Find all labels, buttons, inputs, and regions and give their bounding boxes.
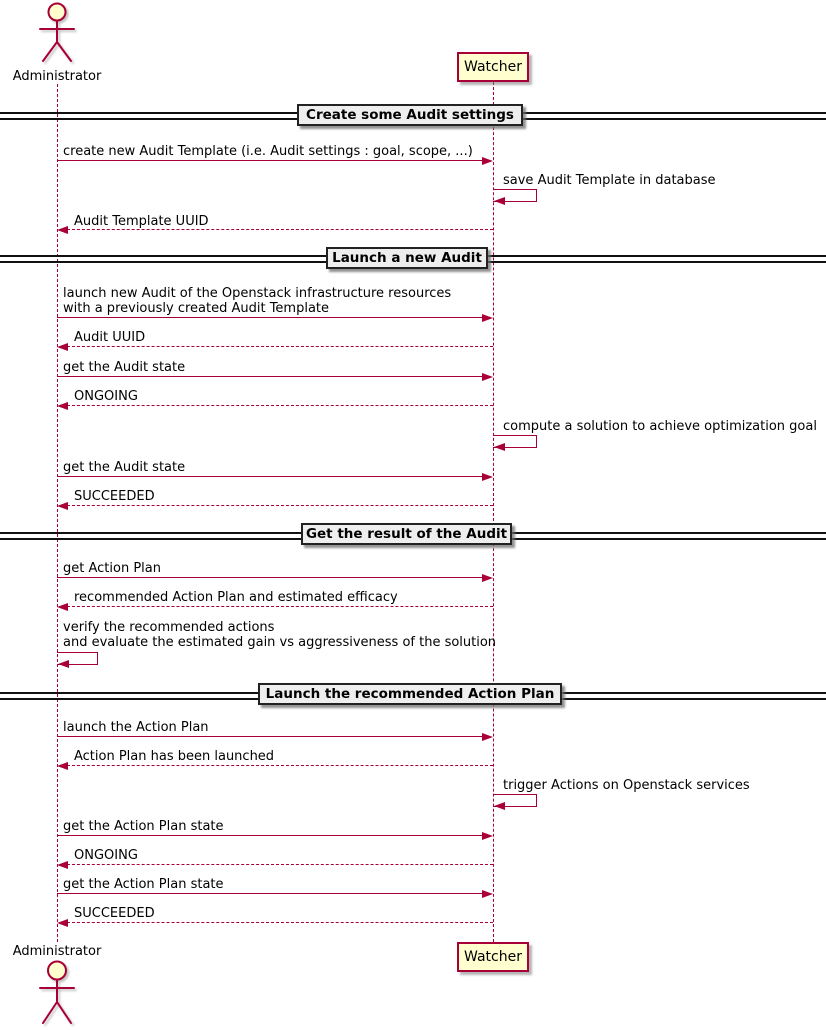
message-arrow	[62, 346, 493, 347]
message-text: save Audit Template in database	[503, 173, 716, 188]
arrowhead-left-icon	[57, 919, 68, 927]
arrowhead-left-icon	[57, 226, 68, 234]
message-text: create new Audit Template (i.e. Audit settings : goal, scope, ...)	[63, 144, 473, 159]
watcher-participant-bottom: Watcher	[457, 942, 529, 972]
watcher-participant-top: Watcher	[457, 52, 529, 82]
message-text: Audit UUID	[74, 330, 146, 345]
arrowhead-left-icon	[57, 762, 68, 770]
message-text: get Action Plan	[63, 561, 161, 576]
arrowhead-left-icon	[494, 197, 505, 205]
arrowhead-left-icon	[494, 443, 505, 451]
administrator-label-top: Administrator	[12, 69, 102, 84]
message-arrow	[57, 893, 487, 894]
arrowhead-left-icon	[57, 402, 68, 410]
message-arrow	[62, 405, 493, 406]
message-arrow	[62, 922, 493, 923]
message-arrow	[62, 765, 493, 766]
watcher-lifeline	[493, 82, 494, 942]
message-arrow	[57, 577, 487, 578]
message-text: get the Action Plan state	[63, 819, 224, 834]
divider-create-audit-settings: Create some Audit settings	[297, 104, 523, 126]
message-arrow	[62, 606, 493, 607]
administrator-label-bottom: Administrator	[12, 944, 102, 959]
message-arrow	[57, 476, 487, 477]
administrator-actor-icon	[37, 2, 77, 68]
message-text: launch new Audit of the Openstack infrastructure resources with a previously created Audit Template	[63, 286, 452, 316]
message-arrow	[62, 864, 493, 865]
divider-launch-new-audit: Launch a new Audit	[326, 247, 488, 269]
arrowhead-left-icon	[57, 861, 68, 869]
message-arrow	[62, 505, 493, 506]
message-text: SUCCEEDED	[74, 906, 155, 921]
arrowhead-left-icon	[57, 502, 68, 510]
message-text: verify the recommended actions and evaluate the estimated gain vs aggressiveness of the solution	[63, 620, 497, 650]
arrowhead-right-icon	[482, 890, 493, 898]
arrowhead-right-icon	[482, 157, 493, 165]
message-arrow	[57, 736, 487, 737]
message-arrow	[57, 835, 487, 836]
arrowhead-left-icon	[57, 603, 68, 611]
message-text: ONGOING	[74, 389, 138, 404]
arrowhead-left-icon	[57, 343, 68, 351]
message-text: trigger Actions on Openstack services	[503, 778, 750, 793]
message-text: Action Plan has been launched	[74, 749, 275, 764]
arrowhead-right-icon	[482, 832, 493, 840]
message-arrow	[57, 376, 487, 377]
arrowhead-right-icon	[482, 314, 493, 322]
arrowhead-right-icon	[482, 473, 493, 481]
message-text: Audit Template UUID	[74, 214, 209, 229]
message-arrow	[57, 317, 487, 318]
message-text: recommended Action Plan and estimated efficacy	[74, 590, 398, 605]
divider-launch-recommended-action-plan: Launch the recommended Action Plan	[258, 683, 562, 705]
message-text: get the Action Plan state	[63, 877, 224, 892]
administrator-lifeline	[57, 84, 58, 942]
arrowhead-right-icon	[482, 574, 493, 582]
arrowhead-right-icon	[482, 373, 493, 381]
message-text: launch the Action Plan	[63, 720, 209, 735]
administrator-actor-icon	[37, 960, 77, 1030]
message-arrow	[62, 229, 493, 230]
message-text: ONGOING	[74, 848, 138, 863]
message-text: get the Audit state	[63, 360, 186, 375]
arrowhead-right-icon	[482, 733, 493, 741]
message-arrow	[57, 160, 487, 161]
message-text: get the Audit state	[63, 460, 186, 475]
arrowhead-left-icon	[58, 660, 69, 668]
message-text: compute a solution to achieve optimization goal	[503, 419, 817, 434]
message-text: SUCCEEDED	[74, 489, 155, 504]
divider-get-result-of-audit: Get the result of the Audit	[301, 523, 512, 545]
arrowhead-left-icon	[494, 802, 505, 810]
